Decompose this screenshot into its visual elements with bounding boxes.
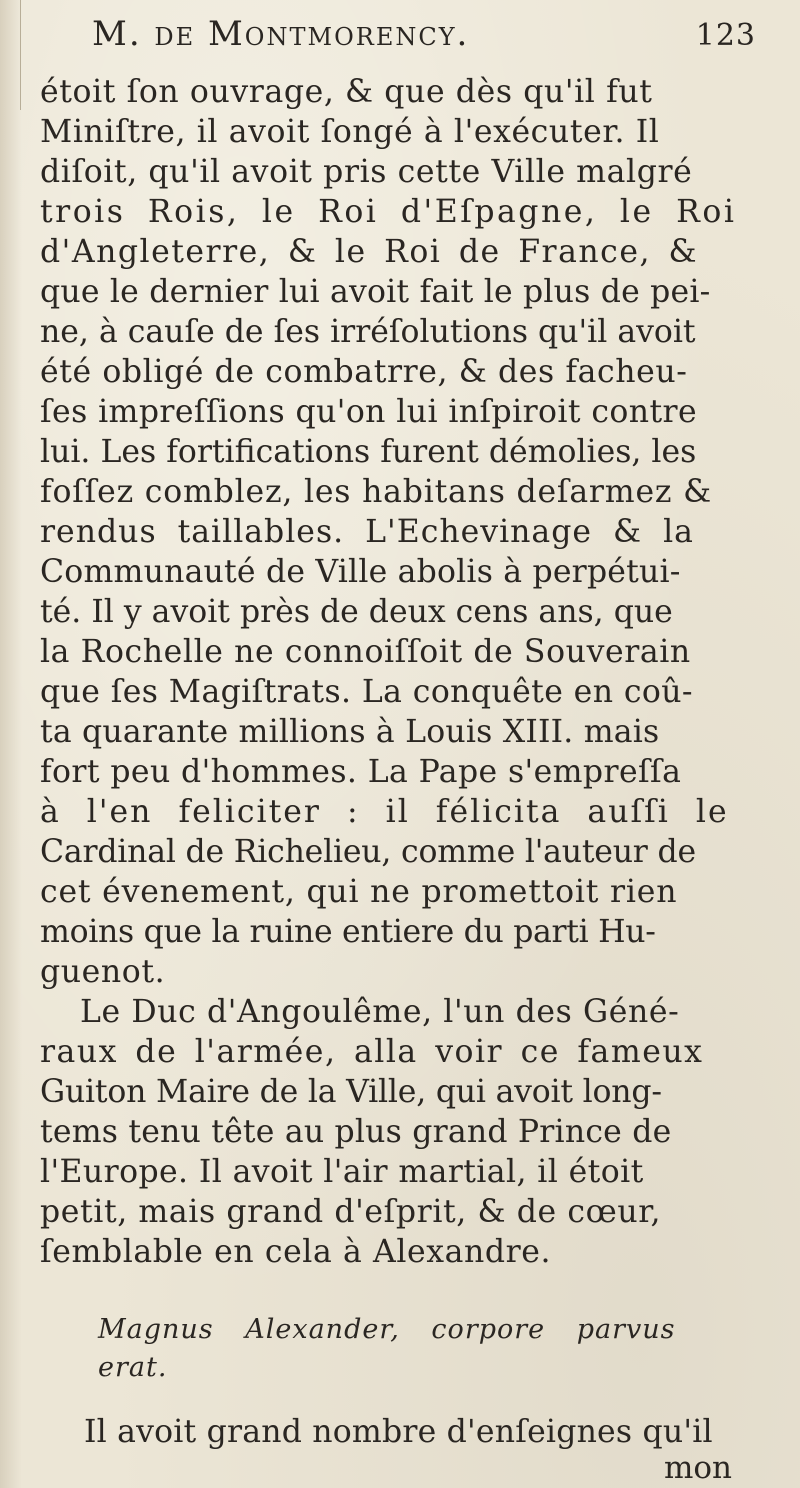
text-line: foſſez comblez, les habitans deſarmez & bbox=[40, 474, 712, 510]
text-line: guenot. bbox=[40, 954, 166, 990]
text-line: été obligé de combatrre, & des facheu- bbox=[40, 354, 688, 390]
text-line: petit, mais grand d'eſprit, & de cœur, bbox=[40, 1194, 662, 1230]
latin-quote-line: erat. bbox=[98, 1352, 168, 1383]
running-title: M. de Montmorency. bbox=[92, 14, 470, 54]
text-line: que le dernier lui avoit fait le plus de pei- bbox=[40, 274, 711, 310]
text-line: té. Il y avoit près de deux cens ans, que bbox=[40, 594, 673, 630]
text-line: Cardinal de Richelieu, comme l'auteur de bbox=[40, 834, 696, 870]
text-line: diſoit, qu'il avoit pris cette Ville malgré bbox=[40, 154, 693, 190]
text-line: fort peu d'hommes. La Pape s'empreſſa bbox=[40, 754, 682, 790]
text-line: à l'en feliciter : il félicita auſſi le bbox=[40, 794, 729, 830]
latin-quote-line: Magnus Alexander, corpore parvus bbox=[98, 1314, 676, 1345]
page-number: 123 bbox=[695, 18, 756, 53]
text-line: que ſes Magiſtrats. La conquête en coû- bbox=[40, 674, 693, 710]
text-line: ne, à cauſe de ſes irréſolutions qu'il avoit bbox=[40, 314, 696, 350]
binding-line bbox=[20, 0, 21, 110]
text-line: tems tenu tête au plus grand Prince de bbox=[40, 1114, 672, 1150]
text-line: moins que la ruine entiere du parti Hu- bbox=[40, 914, 656, 950]
text-line: rendus taillables. L'Echevinage & la bbox=[40, 514, 694, 550]
catchword: mon bbox=[664, 1450, 733, 1486]
binding-edge bbox=[0, 0, 22, 1488]
text-line: la Rochelle ne connoiſſoit de Souverain bbox=[40, 634, 691, 670]
text-line: l'Europe. Il avoit l'air martial, il étoit bbox=[40, 1154, 644, 1190]
text-line: étoit ſon ouvrage, & que dès qu'il fut bbox=[40, 74, 653, 110]
text-line: trois Rois, le Roi d'Eſpagne, le Roi bbox=[40, 194, 737, 230]
text-line: ſes impreſſions qu'on lui inſpiroit contre bbox=[40, 394, 698, 430]
text-line: Guiton Maire de la Ville, qui avoit long- bbox=[40, 1074, 662, 1110]
text-line: d'Angleterre, & le Roi de France, & bbox=[40, 234, 699, 270]
page-header bbox=[92, 14, 756, 60]
text-line: Miniſtre, il avoit ſongé à l'exécuter. Il bbox=[40, 114, 660, 150]
text-line: ſemblable en cela à Alexandre. bbox=[40, 1234, 552, 1270]
text-line: cet évenement, qui ne promettoit rien bbox=[40, 874, 678, 910]
text-line: Il avoit grand nombre d'enſeignes qu'il bbox=[84, 1414, 713, 1450]
text-line: lui. Les fortifications furent démolies, les bbox=[40, 434, 697, 470]
text-line: Communauté de Ville abolis à perpétui- bbox=[40, 554, 681, 590]
text-line: raux de l'armée, alla voir ce fameux bbox=[40, 1034, 704, 1070]
text-line: Le Duc d'Angoulême, l'un des Géné- bbox=[80, 994, 680, 1030]
text-line: ta quarante millions à Louis XIII. mais bbox=[40, 714, 660, 750]
